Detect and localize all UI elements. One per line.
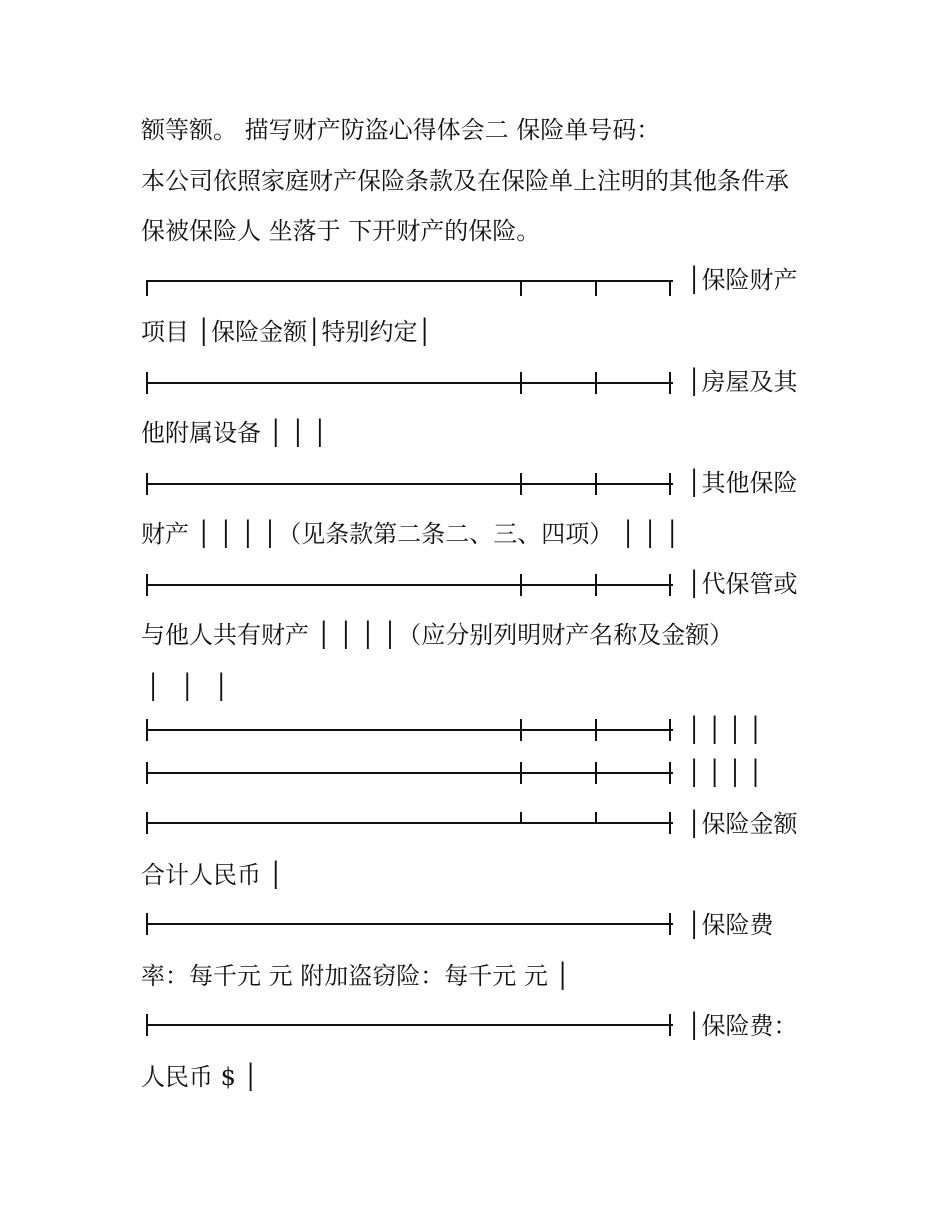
paragraph-1: 额等额。 描写财产防盗心得体会二 保险单号码： (141, 116, 661, 144)
table-rule-3 (146, 473, 673, 495)
table-rule-6 (146, 762, 673, 784)
table-row-1-header-rest: 项目 │保险金额│特别约定│ (141, 318, 432, 346)
table-rule-9 (146, 1014, 673, 1036)
table-row-5-pipes: ││││ (687, 716, 769, 744)
table-rule-top (146, 278, 673, 300)
table-row-9-start: │保险费： (687, 1012, 798, 1040)
table-row-3-rest: 财产 │ │ │ │（见条款第二条二、三、四项） │ │ │ (141, 520, 680, 548)
table-row-7-start: │保险金额 (687, 810, 798, 838)
table-row-9-rest: 人民币 $ │ (141, 1063, 258, 1091)
table-row-4-rest: 与他人共有财产 │ │ │ │（应分别列明财产名称及金额） (141, 621, 734, 649)
table-rule-5 (146, 719, 673, 741)
paragraph-2: 本公司依照家庭财产保险条款及在保险单上注明的其他条件承 (141, 167, 789, 195)
table-row-7-rest: 合计人民币 │ (141, 861, 284, 889)
table-row-2-start: │房屋及其 (687, 368, 798, 396)
table-rule-4 (146, 574, 673, 596)
table-row-2-rest: 他附属设备 │ │ │ (141, 419, 328, 447)
table-row-1-header-start: │保险财产 (687, 266, 798, 294)
table-rule-8 (146, 913, 673, 935)
table-row-8-rest: 率：每千元 元 附加盗窃险：每千元 元 │ (141, 962, 570, 990)
table-row-4-rest-2: │ │ │ (146, 673, 235, 701)
paragraph-3: 保被保险人 坐落于 下开财产的保险。 (141, 217, 541, 245)
table-rule-2 (146, 372, 673, 394)
table-rule-7 (146, 812, 673, 834)
table-row-4-start: │代保管或 (687, 570, 798, 598)
table-row-8-start: │保险费 (687, 911, 774, 939)
table-row-3-start: │其他保险 (687, 469, 798, 497)
table-row-6-pipes: ││││ (687, 759, 769, 787)
